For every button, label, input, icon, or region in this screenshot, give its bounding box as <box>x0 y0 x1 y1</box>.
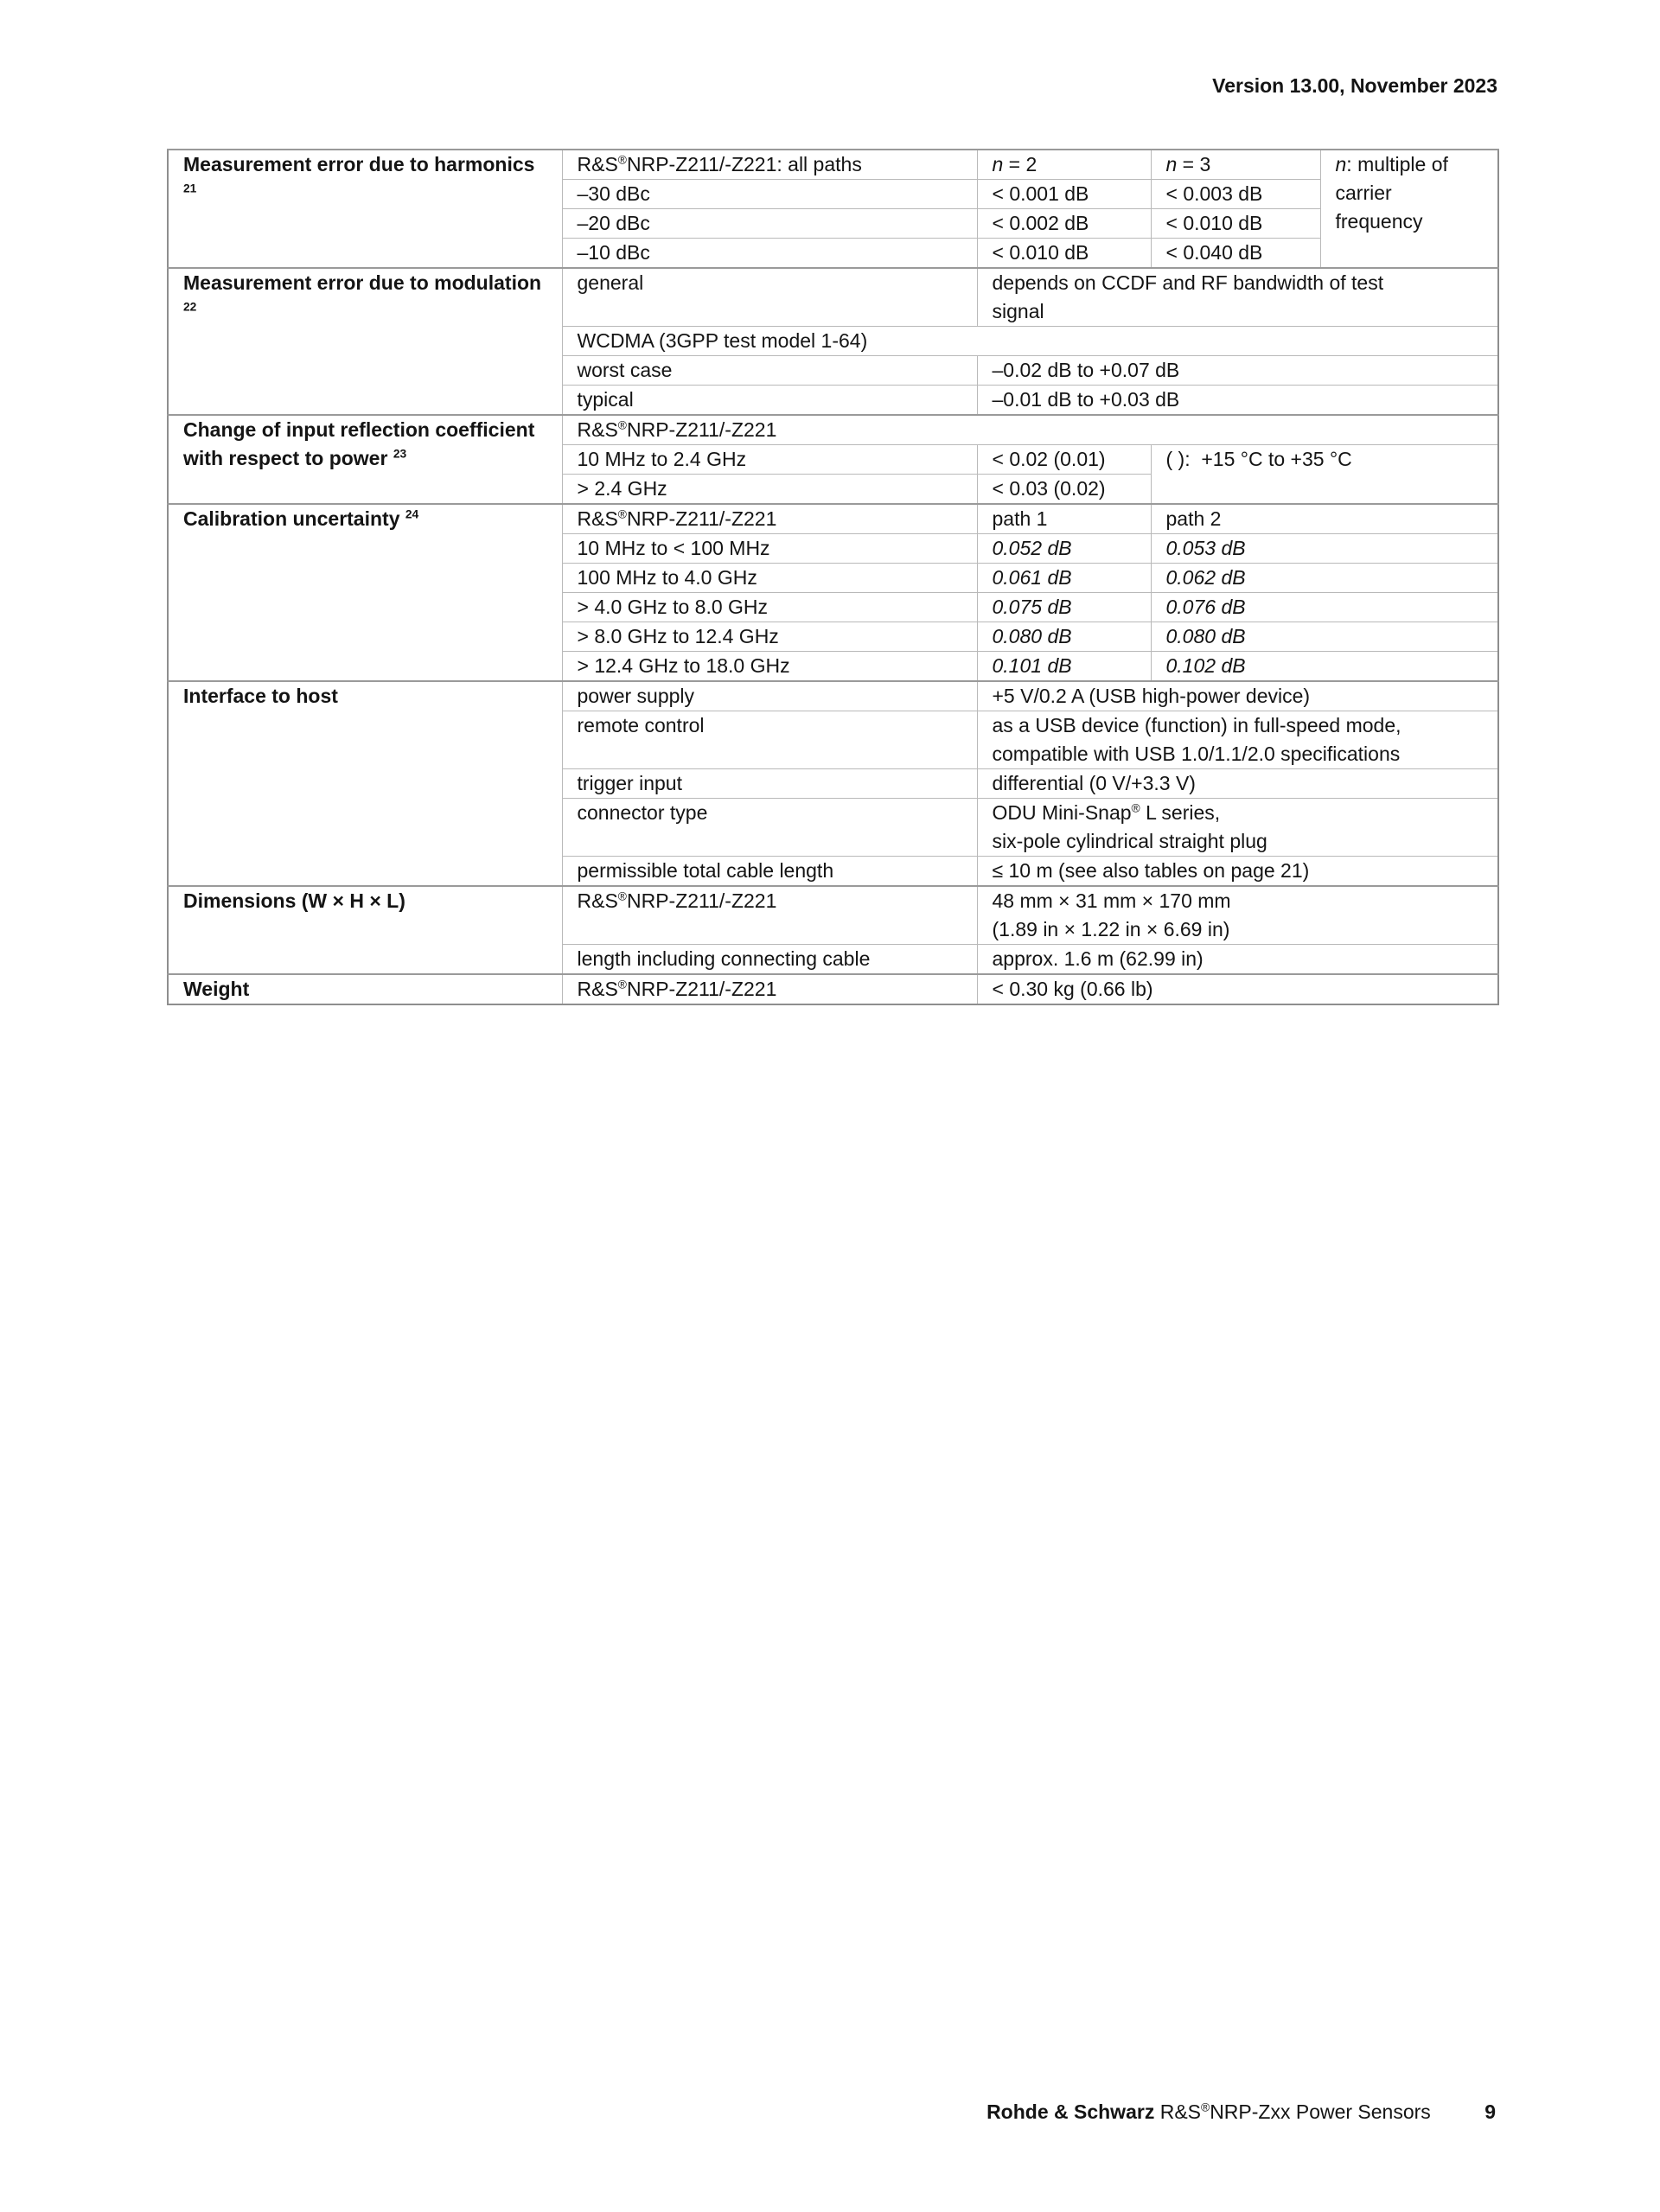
spec-cell: n: multiple of carrier frequency <box>1320 150 1498 268</box>
spec-cell: path 2 <box>1151 504 1498 534</box>
spec-cell: 0.080 dB <box>1151 622 1498 652</box>
spec-cell: > 12.4 GHz to 18.0 GHz <box>562 652 977 682</box>
spec-cell: 48 mm × 31 mm × 170 mm (1.89 in × 1.22 in × 6.69 in) <box>977 886 1498 945</box>
spec-cell: 0.061 dB <box>977 564 1151 593</box>
spec-cell: trigger input <box>562 769 977 799</box>
spec-cell: –0.02 dB to +0.07 dB <box>977 356 1498 386</box>
spec-label-cell: Calibration uncertainty $^{24}$ <box>168 504 562 681</box>
spec-cell: as a USB device (function) in full-speed mode, compatible with USB 1.0/1.1/2.0 specifications <box>977 711 1498 769</box>
spec-cell: R&S®NRP-Z211/-Z221 <box>562 504 977 534</box>
spec-cell: < 0.002 dB <box>977 209 1151 239</box>
spec-label-cell: Weight <box>168 974 562 1004</box>
spec-cell: –10 dBc <box>562 239 977 269</box>
spec-cell: 0.052 dB <box>977 534 1151 564</box>
table-row <box>168 150 1498 180</box>
spec-cell: 0.080 dB <box>977 622 1151 652</box>
spec-table-body <box>168 150 1498 1004</box>
spec-cell: n = 3 <box>1151 150 1320 180</box>
spec-cell: –0.01 dB to +0.03 dB <box>977 386 1498 416</box>
spec-cell: R&S®NRP-Z211/-Z221 <box>562 415 1498 445</box>
table-row <box>168 504 1498 534</box>
spec-cell: R&S®NRP-Z211/-Z221: all paths <box>562 150 977 180</box>
spec-cell: approx. 1.6 m (62.99 in) <box>977 945 1498 975</box>
spec-cell: ( ): +15 °C to +35 °C <box>1151 445 1498 505</box>
spec-cell: depends on CCDF and RF bandwidth of test signal <box>977 268 1498 327</box>
version-header: Version 13.00, November 2023 <box>1212 74 1497 97</box>
spec-cell: > 4.0 GHz to 8.0 GHz <box>562 593 977 622</box>
table-row <box>168 974 1498 1004</box>
spec-cell: < 0.001 dB <box>977 180 1151 209</box>
footer-product-title: R&S®NRP-Zxx Power Sensors <box>1159 2100 1431 2123</box>
spec-cell: > 8.0 GHz to 12.4 GHz <box>562 622 977 652</box>
spec-cell: < 0.02 (0.01) <box>977 445 1151 475</box>
spec-cell: differential (0 V/+3.3 V) <box>977 769 1498 799</box>
spec-cell: power supply <box>562 681 977 711</box>
spec-cell: < 0.30 kg (0.66 lb) <box>977 974 1498 1004</box>
table-row <box>168 681 1498 711</box>
spec-cell: permissible total cable length <box>562 857 977 887</box>
spec-cell: n = 2 <box>977 150 1151 180</box>
spec-cell: length including connecting cable <box>562 945 977 975</box>
spec-cell: WCDMA (3GPP test model 1-64) <box>562 327 1498 356</box>
spec-cell: 0.053 dB <box>1151 534 1498 564</box>
spec-cell: 10 MHz to 2.4 GHz <box>562 445 977 475</box>
spec-cell: < 0.03 (0.02) <box>977 475 1151 505</box>
spec-cell: 0.076 dB <box>1151 593 1498 622</box>
spec-cell: > 2.4 GHz <box>562 475 977 505</box>
spec-cell: 0.102 dB <box>1151 652 1498 682</box>
spec-cell: –20 dBc <box>562 209 977 239</box>
spec-cell: < 0.040 dB <box>1151 239 1320 269</box>
spec-cell: 0.062 dB <box>1151 564 1498 593</box>
spec-cell: ≤ 10 m (see also tables on page 21) <box>977 857 1498 887</box>
spec-cell: 100 MHz to 4.0 GHz <box>562 564 977 593</box>
spec-label-cell: Dimensions (W × H × L) <box>168 886 562 974</box>
spec-cell: R&S®NRP-Z211/-Z221 <box>562 974 977 1004</box>
spec-cell: remote control <box>562 711 977 769</box>
spec-cell: worst case <box>562 356 977 386</box>
spec-cell: +5 V/0.2 A (USB high-power device) <box>977 681 1498 711</box>
spec-cell: general <box>562 268 977 327</box>
spec-cell: < 0.010 dB <box>1151 209 1320 239</box>
spec-label-cell: Change of input reflection coefficient with respect to power $^{23}$ <box>168 415 562 504</box>
spec-cell: ODU Mini-Snap® L series, six-pole cylindrical straight plug <box>977 799 1498 857</box>
spec-table <box>167 149 1499 1005</box>
spec-cell: 10 MHz to < 100 MHz <box>562 534 977 564</box>
table-row <box>168 886 1498 945</box>
spec-cell: 0.101 dB <box>977 652 1151 682</box>
footer-brand: Rohde & Schwarz <box>986 2100 1155 2123</box>
spec-cell: typical <box>562 386 977 416</box>
spec-cell: 0.075 dB <box>977 593 1151 622</box>
table-row <box>168 268 1498 327</box>
spec-cell: < 0.003 dB <box>1151 180 1320 209</box>
page-footer <box>986 2100 1496 2124</box>
spec-label-cell: Measurement error due to modulation $^{22}$ <box>168 268 562 415</box>
spec-label-cell: Measurement error due to harmonics $^{21}$ <box>168 150 562 268</box>
page-number: 9 <box>1484 2100 1496 2123</box>
table-row <box>168 415 1498 445</box>
spec-label-cell: Interface to host <box>168 681 562 886</box>
spec-cell: path 1 <box>977 504 1151 534</box>
spec-cell: R&S®NRP-Z211/-Z221 <box>562 886 977 945</box>
spec-cell: < 0.010 dB <box>977 239 1151 269</box>
spec-cell: –30 dBc <box>562 180 977 209</box>
spec-cell: connector type <box>562 799 977 857</box>
